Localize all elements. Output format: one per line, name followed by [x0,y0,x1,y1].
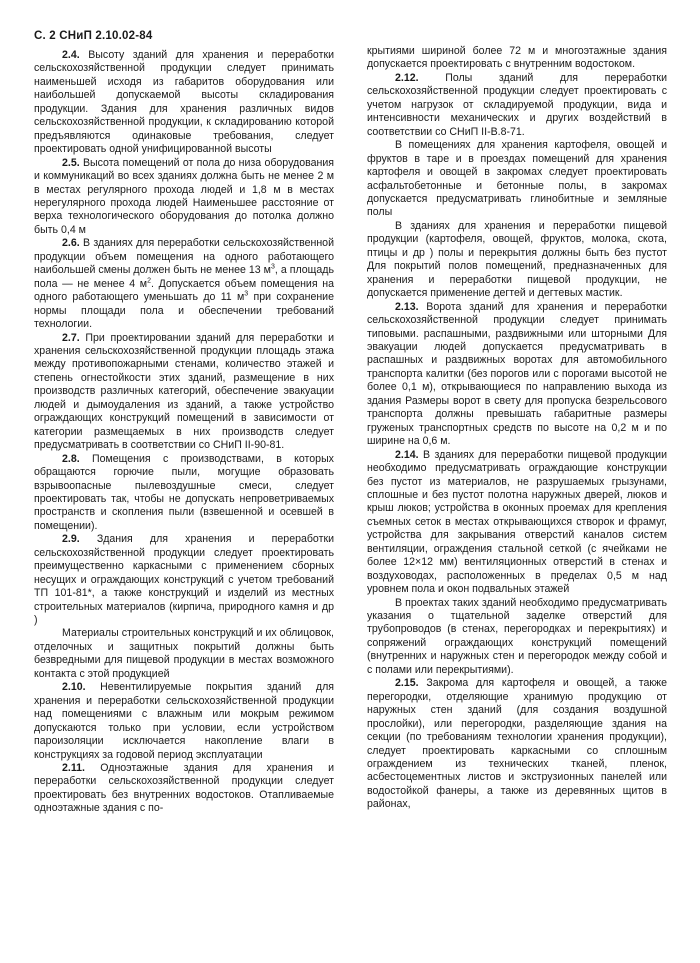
clause-number: 2.12. [395,71,419,84]
clause-2-9 [34,533,334,627]
clause-number: 2.7. [62,331,80,344]
clause-number: 2.5. [62,156,80,169]
clause-text: Полы зданий для переработки сельскохозяйственной продукции следует проектировать с учетом нагрузок от складируемой продукции, вида и интенсивности механических и других воздействий в соответствии со СНиП II-В.8-71. [367,71,667,138]
paragraph-text: В помещениях для хранения картофеля, овощей и фруктов в таре и в проездах помещений для хранения картофеля и овощей в закромах следует проектировать асфальтобетонные и бетонные полы, в закромах допускается предусматривать глинобитные и земляные полы [367,139,667,219]
clause-number: 2.10. [62,681,86,694]
clause-text: Ворота зданий для хранения и переработки сельскохозяйственной продукции следует принимать типовыми. распашными, раздвижными или шторными Для эвакуации людей допускается предусматривать в распашных и раздвижных воротах для автомобильного транспорта калитки (без порогов или с порогами высотой не более 0,1 м), открывающиеся по направлению выхода из здания Размеры ворот в свету для пропуска безрельсового транспорта должны превышать габаритные размеры груженых транспортных средств по высоте на 0,2 м и по ширине на 0,6 м. [367,300,667,448]
right-column [367,45,667,812]
clause-number: 2.15. [395,677,419,690]
clause-text: при сохранение нормы площади пола и обеспечении требований технологии. [34,291,334,331]
clause-2-15 [367,677,667,812]
clause-text: При проектировании зданий для переработки и хранения сельскохозяйственной продукции площадь этажа между противопожарными стенами, количество этажей и степень огнестойкости этих зданий, размещение в них производств различных категорий, обеспечение эвакуации людей и дымоудаления из зданий, а также устройство ограждающих конструкций помещений в зависимости от категории размещаемых в них производств следует предусматривать в соответствии со СНиП II-90-81. [34,331,334,452]
clause-text: В зданиях для переработки пищевой продукции необходимо предусматривать ограждающие конструкции без пустот из материалов, не разрушаемых грызунами, сплошные и без пустот полотна наружных дверей, люков и крыш люков; устройства в оконных проемах для крепления съемных сеток в местах открывающихся створок и фрамуг, устройства для закрывания отверстий каналов систем вентиляции, ограждения стальной сеткой (с ячейками не более 12×12 мм) вентиляционных отверстий в стенах и воздуховодах, расположенных в пределах 0,5 м над уровнем пола и окон подвальных этажей [367,448,667,596]
paragraph-text: В зданиях для хранения и переработки пищевой продукции (картофеля, овощей, фруктов, молока, скота, птицы и др ) полы и перекрытия должны быть без пустот Для покрытий полов помещений, предназначенных для хранения и переработки пищевой продукции, не допускается применение дегтей и дегтевых мастик. [367,219,667,300]
superscript: 3 [270,263,275,271]
paragraph [367,139,667,220]
clause-2-13 [367,301,667,449]
clause-text: , а площадь пола — не менее 4 м [34,264,334,290]
clause-number: 2.6. [62,237,80,250]
clause-number: 2.4. [62,49,80,61]
clause-2-11 [34,762,334,816]
clause-number: 2.9. [62,533,80,546]
paragraph [34,627,334,681]
paragraph [367,597,667,678]
page-header: С. 2 СНиП 2.10.02-84 [34,30,153,42]
paragraph-text: крытиями шириной более 72 м и многоэтажные здания допускается проектировать с внутренним водостоком. [367,45,667,71]
clause-text: Высоту зданий для хранения и переработки сельскохозяйственной продукции следует принимать наименьшей исходя из габаритов оборудования или наибольшей допускаемой высоты складирования продукции. Здания для хранения различных видов сельскохозяйственной продукции, к складированию которой предъявляются одинаковые требования, следует проектировать одной унифицированной высоты [34,49,334,156]
clause-2-12 [367,72,667,139]
clause-text: Одноэтажные здания для хранения и переработки сельскохозяйственной продукции следует проектировать без внутренних водостоков. Отапливаемые одноэтажные здания с по- [34,762,334,815]
clause-2-14 [367,449,667,597]
clause-text: Невентилируемые покрытия зданий для хранения и переработки сельскохозяйственной продукции над помещениями с влажным или мокрым режимом допускаются только при условии, если устройством пароизоляции исключается накопление влаги в конструкциях за годовой период эксплуатации [34,681,334,761]
left-column [34,49,334,816]
clause-2-4 [34,49,334,157]
superscript: 2 [147,277,151,285]
clause-2-7 [34,332,334,453]
paragraph-text: Материалы строительных конструкций и их облицовок, отделочных и защитных покрытий должны быть безвредными для пищевой продукции в местах возможного контакта с этой продукцией [34,627,334,680]
clause-text: . Допускается объем помещения на одного работающего уменьшать до 11 м [34,277,334,304]
paragraph [367,220,667,301]
superscript: 3 [244,290,249,298]
clause-number: 2.14. [395,448,419,461]
paragraph-continuation [367,45,667,72]
clause-text: Высота помещений от пола до низа оборудования и коммуникаций во всех зданиях должна быть не менее 2 м в местах регулярного прохода людей и 1,8 м в местах нерегулярного прохода людей Наименьшее расстояние от верха технологического оборудования до потолка должно быть 0,4 м [34,156,334,236]
clause-text: Закрома для картофеля и овощей, а также перегородки, отделяющие хранимую продукцию от наружных стен зданий (для создания воздушной прослойки), или перегородки, разделяющие здания на секции (по требованиям технологии хранения продукции), следует проектировать каркасными со сплошным ограждением из технических тканей, пленок, асбестоцементных листов и экструзионных панелей или водостойкой фанеры, а также из деревянных щитов в районах, [367,677,667,811]
clause-text: В зданиях для переработки сельскохозяйственной продукции объем помещения на одного работающего наибольшей смены должен быть не менее 13 м [34,237,334,277]
paragraph-text: В проектах таких зданий необходимо предусматривать указания о тщательной заделке отверстий для трубопроводов (в стенах, перегородках и перекрытиях) и сопряжений ограждающих конструкций помещений (внутренних и наружных стен и перегородок между собой и с полами или перекрытиями). [367,596,667,676]
clause-2-5 [34,157,334,238]
clause-2-6 [34,237,334,331]
clause-2-10 [34,681,334,762]
clause-text: Здания для хранения и переработки сельскохозяйственной продукции следует проектировать преимущественно каркасными с применением сборных несущих и ограждающих конструкций с учетом требований ТП 101-81*, а также конструкций и изделий из местных строительных материалов (кирпича, природного камня и др ) [34,533,334,627]
clause-number: 2.11. [62,762,85,775]
clause-2-8 [34,453,334,534]
clause-number: 2.8. [62,452,80,465]
clause-number: 2.13. [395,300,419,313]
clause-text: Помещения с производствами, в которых обращаются горючие пыли, могущие образовать взрывоопасные пылевоздушные смеси, следует проектировать так, чтобы не допускать непроветриваемых пространств и скопления пыли (взвешенной и осевшей в помещении). [34,452,334,532]
